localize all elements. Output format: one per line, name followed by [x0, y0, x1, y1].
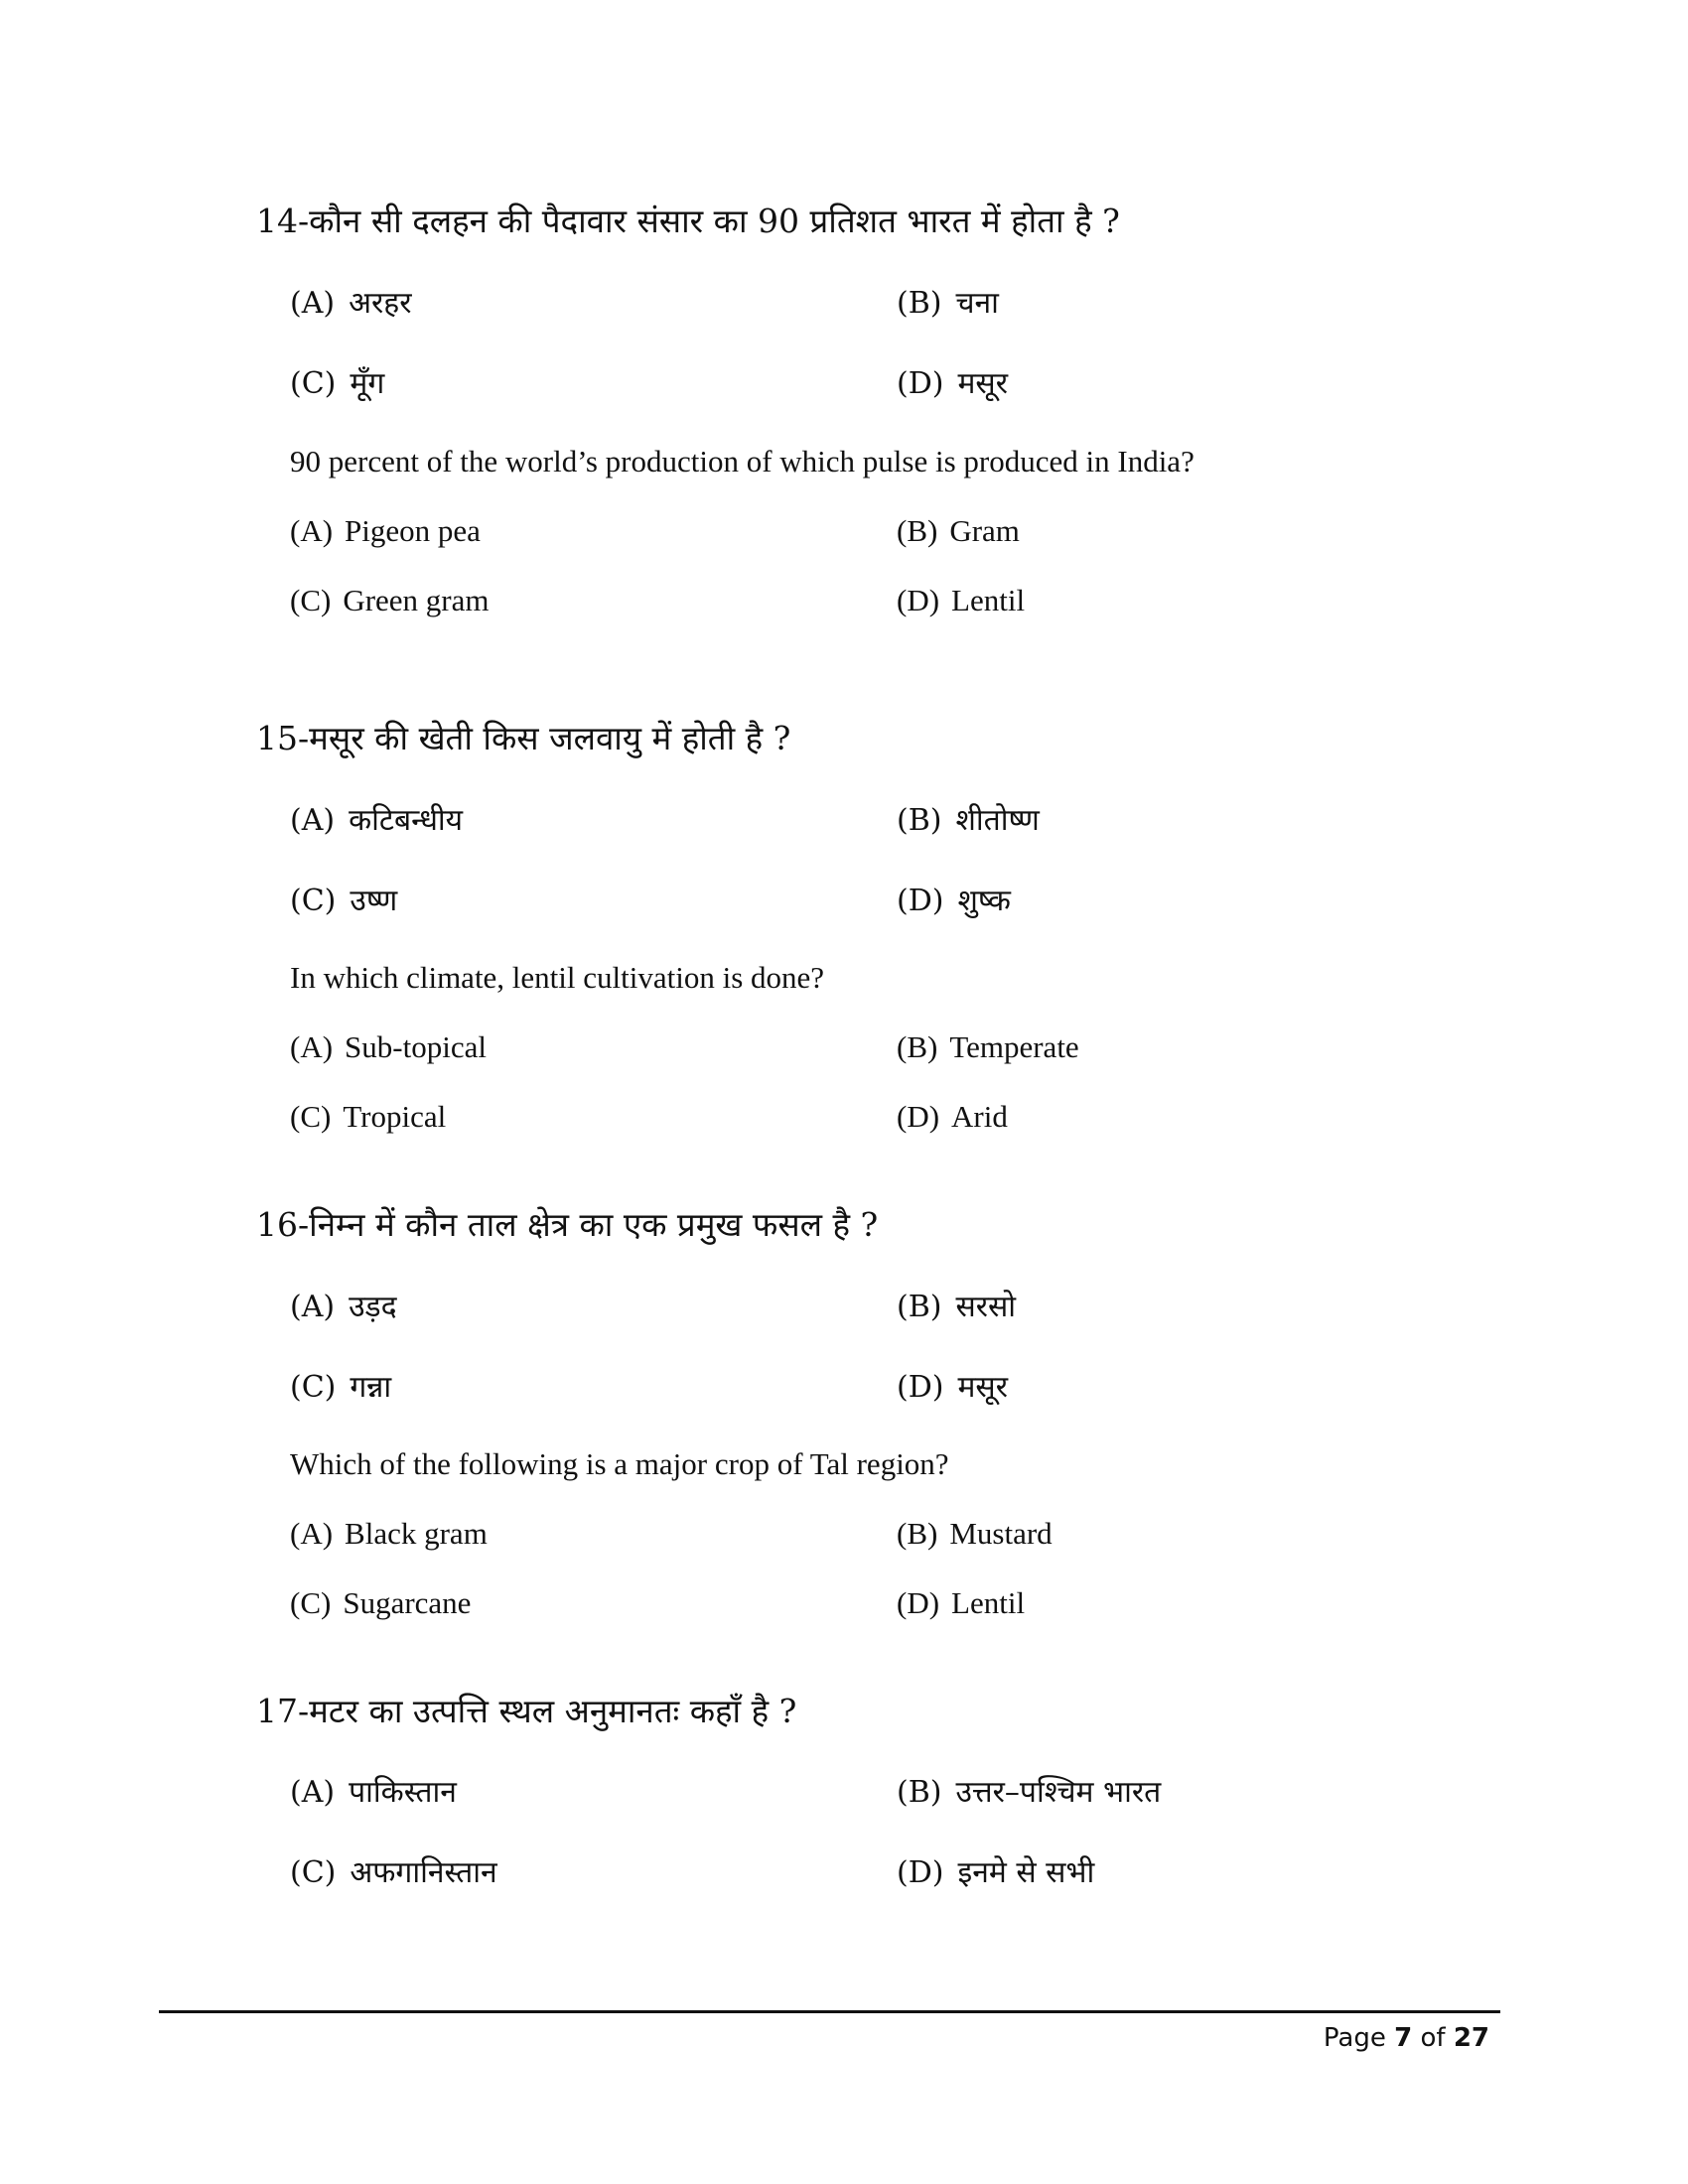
english-option-d	[897, 582, 1025, 619]
option-text: मूँग	[350, 366, 385, 401]
english-option-b	[897, 1028, 1079, 1066]
page-word: Page	[1323, 2023, 1386, 2053]
option-letter: (B)	[897, 803, 942, 838]
hindi-option-d	[897, 883, 1011, 920]
option-letter: (C)	[290, 1099, 332, 1134]
question-english: 90 percent of the world’s production of which pulse is produced in India?	[290, 444, 1195, 478]
option-letter: (D)	[897, 1855, 944, 1890]
english-option-d	[897, 1098, 1008, 1136]
hindi-option-d	[897, 365, 1008, 403]
option-letter: (C)	[290, 884, 337, 918]
option-letter: (B)	[897, 1775, 942, 1810]
option-letter: (A)	[290, 1029, 334, 1064]
option-text: Lentil	[951, 583, 1026, 617]
option-text: Mustard	[949, 1516, 1053, 1551]
hindi-option-a	[290, 1289, 397, 1326]
option-text: Gram	[949, 513, 1020, 548]
hindi-option-b	[897, 802, 1040, 840]
option-text: इनमे से सभी	[957, 1855, 1095, 1890]
english-option-a	[290, 1515, 488, 1553]
question-hindi	[256, 1692, 796, 1731]
hindi-option-b	[897, 1289, 1016, 1326]
question-hindi	[256, 1205, 878, 1245]
option-text: मसूर	[957, 366, 1008, 401]
hindi-option-b	[897, 1774, 1161, 1812]
option-text: कटिबन्धीय	[349, 803, 464, 838]
hindi-option-c	[290, 883, 397, 920]
question-number: 14-	[256, 202, 310, 240]
option-letter: (C)	[290, 366, 337, 401]
english-option-c	[290, 1584, 471, 1622]
option-text: अफगानिस्तान	[350, 1855, 497, 1890]
question-number: 15-	[256, 719, 310, 757]
question-hindi-text: मसूर की खेती किस जलवायु में होती है ?	[309, 719, 791, 757]
page-of-word: of	[1420, 2023, 1446, 2053]
question-hindi-text: कौन सी दलहन की पैदावार संसार का 90 प्रतिशत भारत में होता है ?	[309, 202, 1120, 240]
option-text: Sugarcane	[343, 1585, 472, 1620]
option-letter: (A)	[290, 513, 334, 548]
question-hindi-text: निम्न में कौन ताल क्षेत्र का एक प्रमुख फसल है ?	[309, 1205, 879, 1244]
question-english: In which climate, lentil cultivation is done?	[290, 960, 825, 995]
option-text: Sub-topical	[345, 1029, 487, 1064]
question-number: 17-	[256, 1692, 310, 1730]
option-letter: (B)	[897, 286, 942, 321]
option-text: उत्तर–पश्चिम भारत	[955, 1775, 1162, 1810]
option-letter: (C)	[290, 1855, 337, 1890]
option-letter: (A)	[290, 1516, 334, 1551]
hindi-option-a	[290, 802, 463, 840]
hindi-option-a	[290, 285, 411, 323]
option-letter: (A)	[290, 803, 336, 838]
option-letter: (D)	[897, 583, 940, 617]
footer-divider	[159, 2010, 1500, 2013]
option-letter: (D)	[897, 1370, 944, 1405]
hindi-option-a	[290, 1774, 457, 1812]
english-option-a	[290, 512, 481, 550]
option-text: चना	[955, 286, 999, 321]
english-option-d	[897, 1584, 1025, 1622]
hindi-option-c	[290, 1854, 497, 1892]
option-text: उष्ण	[350, 884, 398, 918]
option-letter: (C)	[290, 1585, 332, 1620]
option-text: सरसो	[955, 1290, 1017, 1324]
option-text: मसूर	[957, 1370, 1008, 1405]
english-option-c	[290, 582, 490, 619]
question-hindi	[256, 719, 790, 758]
option-text: Tropical	[343, 1099, 447, 1134]
option-letter: (A)	[290, 1290, 336, 1324]
option-letter: (A)	[290, 1775, 336, 1810]
option-letter: (C)	[290, 583, 332, 617]
option-letter: (D)	[897, 366, 944, 401]
option-letter: (B)	[897, 1029, 938, 1064]
option-letter: (A)	[290, 286, 336, 321]
page-total: 27	[1453, 2023, 1489, 2053]
hindi-option-d	[897, 1369, 1008, 1407]
option-text: Arid	[951, 1099, 1008, 1134]
option-text: अरहर	[349, 286, 412, 321]
page-current: 7	[1394, 2023, 1413, 2053]
option-letter: (B)	[897, 1290, 942, 1324]
option-text: शुष्क	[957, 884, 1011, 918]
option-letter: (B)	[897, 1516, 938, 1551]
option-text: गन्ना	[350, 1370, 392, 1405]
option-text: Lentil	[951, 1585, 1026, 1620]
question-hindi-text: मटर का उत्पत्ति स्थल अनुमानतः कहाँ है ?	[309, 1692, 797, 1730]
option-letter: (D)	[897, 1585, 940, 1620]
question-hindi	[256, 202, 1120, 241]
question-english: Which of the following is a major crop of Tal region?	[290, 1446, 949, 1481]
english-option-b	[897, 1515, 1053, 1553]
option-text: Temperate	[949, 1029, 1079, 1064]
hindi-option-b	[897, 285, 999, 323]
hindi-option-c	[290, 1369, 391, 1407]
english-option-a	[290, 1028, 487, 1066]
english-option-b	[897, 512, 1020, 550]
page-number	[1324, 2021, 1489, 2055]
option-text: Pigeon pea	[345, 513, 481, 548]
option-letter: (B)	[897, 513, 938, 548]
question-number: 16-	[256, 1205, 310, 1244]
option-letter: (D)	[897, 1099, 940, 1134]
option-letter: (D)	[897, 884, 944, 918]
hindi-option-c	[290, 365, 384, 403]
option-letter: (C)	[290, 1370, 337, 1405]
option-text: Green gram	[343, 583, 490, 617]
option-text: शीतोष्ण	[955, 803, 1040, 838]
option-text: पाकिस्तान	[349, 1775, 457, 1810]
option-text: उड़द	[349, 1290, 397, 1324]
option-text: Black gram	[345, 1516, 488, 1551]
hindi-option-d	[897, 1854, 1094, 1892]
english-option-c	[290, 1098, 446, 1136]
